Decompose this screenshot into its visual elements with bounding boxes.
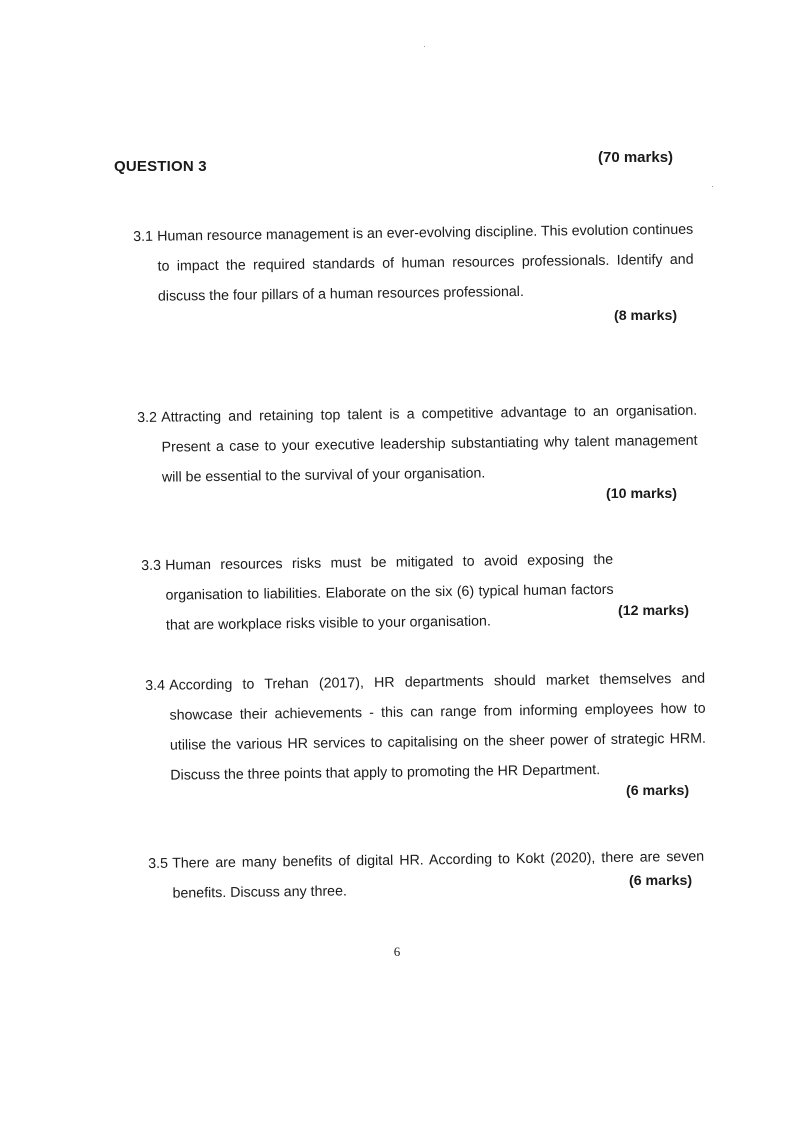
item-number: 3.4 (145, 677, 166, 694)
scan-speck (712, 186, 713, 187)
item-marks-3-4: (6 marks) (626, 783, 690, 799)
item-marks-3-5: (6 marks) (629, 873, 693, 889)
item-number: 3.1 (133, 228, 154, 245)
item-marks-3-2: (10 marks) (606, 486, 677, 502)
item-text: According to Trehan (2017), HR departments should market themselves and showcase their achievements - this can range from informing employees how to utilise the various HR services to capitalising on the sheer power of strategic HRM. Discuss the three points that apply to promoting the HR Department. (169, 670, 707, 784)
question-item-3-4 (145, 664, 707, 791)
item-number: 3.2 (137, 409, 158, 426)
question-item-3-3 (141, 544, 702, 641)
item-text: Human resources risks must be mitigated to avoid exposing the organisation to liabilities. Elaborate on the six (6) typical human factors that are workplace risks visible to your organisation. (165, 551, 614, 634)
item-text: Attracting and retaining top talent is a competitive advantage to an organisation. Present a case to your executive leadership substantiating why talent management will be essential to the survival of your organisation. (161, 402, 698, 486)
question-item-3-2 (137, 396, 698, 493)
item-text: Human resource management is an ever-evolving discipline. This evolution continues to impact the required standards of human resources professionals. Identify and discuss the four pillars of a human resources professional. (157, 221, 694, 305)
question-total-marks: (70 marks) (598, 149, 674, 166)
page-number: 6 (393, 944, 401, 959)
item-number: 3.3 (141, 557, 162, 574)
scan-speck (424, 46, 425, 47)
item-number: 3.5 (148, 855, 169, 872)
question-item-3-1 (133, 215, 694, 312)
item-marks-3-3: (12 marks) (618, 603, 689, 619)
item-marks-3-1: (8 marks) (614, 308, 678, 324)
item-text: There are many benefits of digital HR. According to Kokt (2020), there are seven benefits. Discuss any three. (172, 848, 705, 902)
question-heading: QUESTION 3 (114, 158, 207, 175)
question-item-3-5 (148, 842, 709, 909)
